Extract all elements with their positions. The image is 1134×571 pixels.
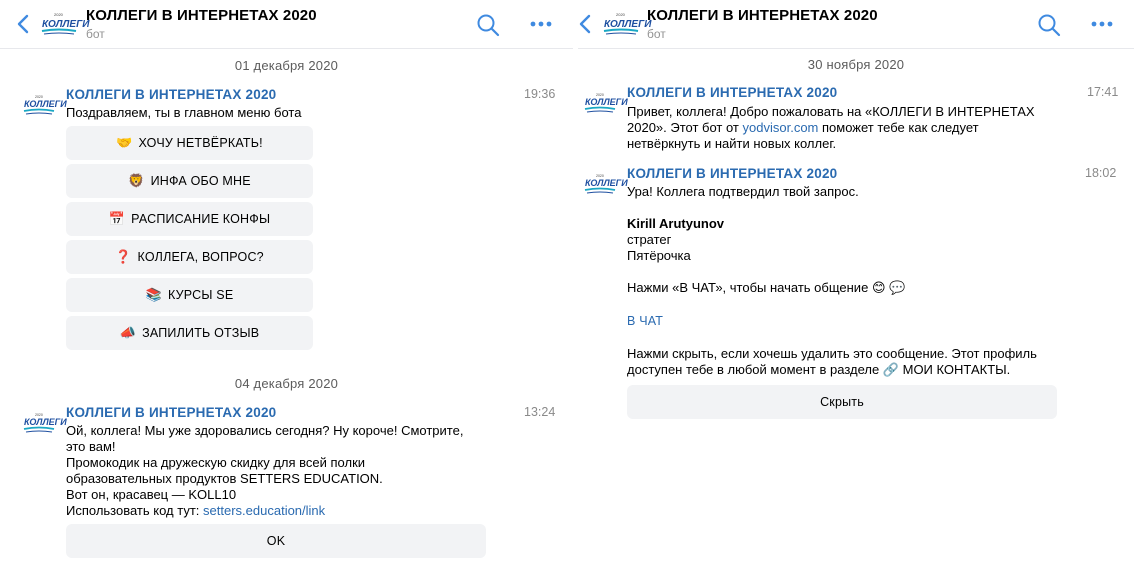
text-segment: 2020». Этот бот от [627,120,743,135]
message-text-line [627,120,979,136]
chat-header [578,0,1134,49]
handshake-icon: 🤝 [116,135,133,150]
search-icon[interactable] [476,13,500,37]
contact-role: стратег [627,232,672,247]
message-text-line: нетвёркнуть и найти новых коллег. [627,136,837,151]
back-arrow-icon[interactable] [576,11,596,37]
text-segment: МОИ КОНТАКТЫ. [899,362,1011,377]
keyboard-button-courses[interactable] [66,278,313,312]
smile-chat-icons: 😊 💬 [871,280,906,295]
chat-title[interactable]: КОЛЛЕГИ В ИНТЕРНЕТАХ 2020 [86,7,317,24]
sender-avatar[interactable] [583,171,628,197]
yodvisor-link[interactable]: yodvisor.com [742,120,819,135]
keyboard-button-networking[interactable] [66,126,313,160]
message-text-line: Привет, коллега! Добро пожаловать на «КОЛЛЕГИ В ИНТЕРНЕТАХ [627,104,1035,119]
button-label: ИНФА ОБО МНЕ [150,174,251,188]
date-separator: 04 декабря 2020 [234,376,339,391]
message-time: 17:41 [1087,85,1119,99]
sender-avatar[interactable] [22,410,67,436]
svg-text:КОЛЛЕГИ: КОЛЛЕГИ [24,417,67,427]
svg-text:2020: 2020 [596,174,604,178]
svg-text:2020: 2020 [54,12,63,17]
question-mark-icon: ❓ [115,249,132,264]
message-text-line [627,362,1010,378]
message-text-line: Ой, коллега! Мы уже здоровались сегодня? Ну короче! Смотрите, [66,423,464,438]
keyboard-button-schedule[interactable] [66,202,313,236]
text-segment: поможет тебе как следует [818,120,979,135]
message-text-line: Вот он, красавец — KOLL10 [66,487,237,502]
svg-text:КОЛЛЕГИ: КОЛЛЕГИ [585,178,628,188]
back-arrow-icon[interactable] [14,11,34,37]
message-text-line: это вам! [66,439,116,454]
svg-text:2020: 2020 [596,93,604,97]
sender-name[interactable]: КОЛЛЕГИ В ИНТЕРНЕТАХ 2020 [627,85,838,100]
keyboard-button-question[interactable] [66,240,313,274]
svg-text:КОЛЛЕГИ: КОЛЛЕГИ [585,97,628,107]
date-separator: 30 ноября 2020 [807,57,905,72]
chat-title[interactable]: КОЛЛЕГИ В ИНТЕРНЕТАХ 2020 [647,7,878,24]
message-text-line [627,280,905,296]
promo-link[interactable]: setters.education/link [203,503,326,518]
more-options-icon[interactable] [530,20,552,28]
keyboard-button-about-me[interactable] [66,164,313,198]
hide-button[interactable] [627,385,1057,419]
button-label: Скрыть [820,395,864,409]
megaphone-icon: 📣 [119,325,137,340]
button-label: ХОЧУ НЕТВЁРКАТЬ! [138,136,263,150]
date-separator: 01 декабря 2020 [234,58,339,73]
chat-subtitle: бот [86,27,105,41]
contact-name: Kirill Arutyunov [627,216,725,231]
text-segment: Нажми «В ЧАТ», чтобы начать общение [627,280,869,295]
button-label: КУРСЫ SE [167,288,234,302]
contact-company: Пятёрочка [627,248,691,263]
message-time: 19:36 [524,87,556,101]
books-icon: 📚 [145,287,162,302]
text-segment: доступен тебе в любой момент в разделе [627,362,883,377]
bot-logo[interactable] [40,9,90,39]
sender-avatar[interactable] [583,90,628,116]
ok-button[interactable] [66,524,486,558]
button-label: КОЛЛЕГА, ВОПРОС? [137,250,264,264]
link-chain-icon: 🔗 [882,362,899,377]
message-text-line [66,503,325,519]
to-chat-link[interactable]: В ЧАТ [627,314,664,328]
more-options-icon[interactable] [1091,20,1113,28]
button-label: РАСПИСАНИЕ КОНФЫ [131,212,271,226]
search-icon[interactable] [1037,13,1061,37]
message-text-line: Ура! Коллега подтвердил твой запрос. [627,184,859,199]
bot-logo[interactable] [602,9,652,39]
button-label: ЗАПИЛИТЬ ОТЗЫВ [142,326,260,340]
svg-text:КОЛЛЕГИ: КОЛЛЕГИ [42,19,90,30]
link-prefix: Использовать код тут: [66,503,204,518]
lion-icon: 🦁 [128,173,145,188]
sender-name[interactable]: КОЛЛЕГИ В ИНТЕРНЕТАХ 2020 [627,166,838,181]
sender-name[interactable]: КОЛЛЕГИ В ИНТЕРНЕТАХ 2020 [66,87,277,102]
svg-text:КОЛЛЕГИ: КОЛЛЕГИ [604,19,652,30]
message-text: Поздравляем, ты в главном меню бота [66,105,302,120]
message-time: 13:24 [524,405,556,419]
chat-header [0,0,573,49]
message-text-line: Нажми скрыть, если хочешь удалить это сообщение. Этот профиль [627,346,1037,361]
svg-text:2020: 2020 [35,413,43,417]
message-time: 18:02 [1085,166,1117,180]
message-text-line: образовательных продуктов SETTERS EDUCATION. [66,471,383,486]
button-label: OK [266,534,286,548]
chat-panel-right [578,0,1134,571]
svg-text:КОЛЛЕГИ: КОЛЛЕГИ [24,99,67,109]
keyboard-button-feedback[interactable] [66,316,313,350]
message-text-line: Промокодик на дружескую скидку для всей полки [66,455,366,470]
svg-text:2020: 2020 [35,95,43,99]
sender-name[interactable]: КОЛЛЕГИ В ИНТЕРНЕТАХ 2020 [66,405,277,420]
sender-avatar[interactable] [22,92,67,118]
svg-text:2020: 2020 [616,12,625,17]
calendar-icon: 📅 [108,211,126,226]
chat-subtitle: бот [647,27,666,41]
